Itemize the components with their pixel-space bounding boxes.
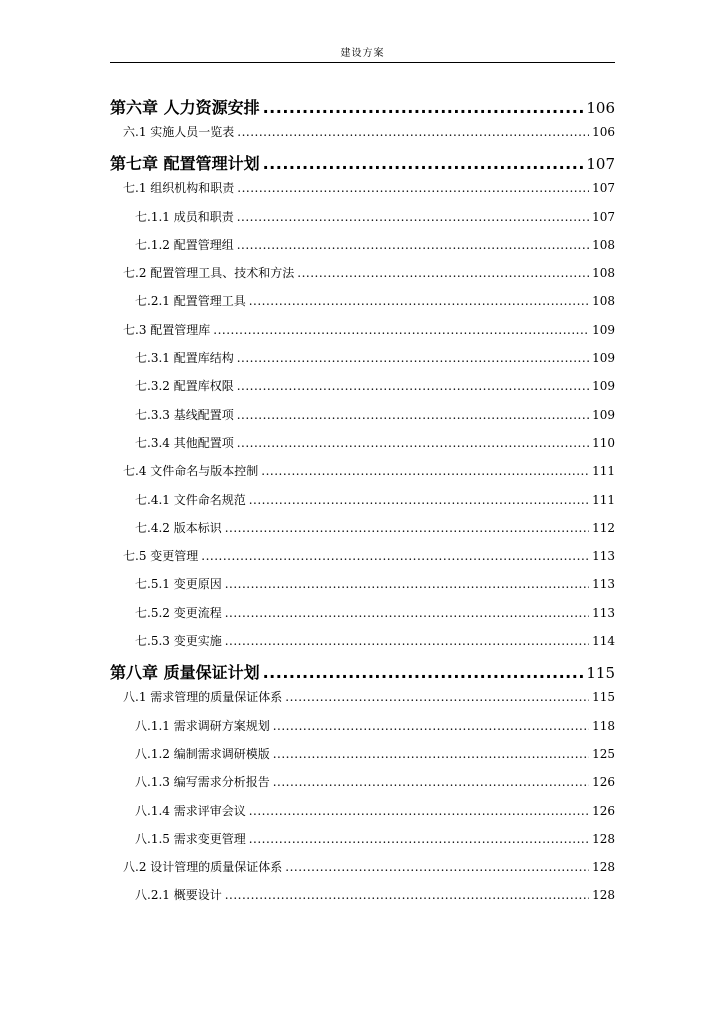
toc-subsection-entry[interactable] [110,575,615,603]
toc-leader-dots [249,493,589,507]
toc-entry-label: 七.5.1 变更原因 [135,577,222,592]
page-header: 建设方案 [340,48,385,59]
toc-entry-label: 八.1.2 编制需求调研模版 [135,746,270,761]
toc-leader-dots [263,154,584,173]
toc-entry-label: 七.4.2 版本标识 [135,520,222,535]
toc-leader-dots [225,577,589,591]
toc-page-number: 108 [592,294,615,309]
toc-subsection-entry[interactable] [110,292,615,320]
toc-leader-dots [237,210,589,224]
toc-entry-label: 八.1 需求管理的质量保证体系 [123,690,283,705]
toc-section-entry[interactable] [110,547,615,575]
toc-leader-dots [225,888,589,902]
toc-subsection-entry[interactable] [110,632,615,660]
toc-page-number: 128 [592,831,615,846]
toc-entry-label: 七.1.2 配置管理组 [135,237,234,252]
toc-chapter-entry[interactable] [110,151,615,179]
toc-page-number: 107 [592,209,615,224]
toc-entry-label: 七.3 配置管理库 [123,322,211,337]
toc-page-number: 107 [586,155,615,174]
toc-section-entry[interactable] [110,688,615,716]
toc-page-number: 125 [592,746,615,761]
toc-leader-dots [273,775,589,789]
toc-leader-dots [237,181,589,195]
toc-leader-dots [263,663,584,682]
toc-page-number: 108 [592,266,615,281]
toc-page-number: 108 [592,237,615,252]
toc-page-number: 106 [586,99,615,117]
toc-subsection-entry[interactable] [110,830,615,858]
toc-entry-label: 七.1.1 成员和职责 [135,209,234,224]
toc-section-entry[interactable] [110,123,615,151]
toc-page-number: 109 [592,407,615,422]
toc-entry-label: 第八章 质量保证计划 [110,663,260,683]
toc-page-number: 111 [592,464,615,479]
toc-chapter-entry[interactable] [110,95,615,123]
toc-leader-dots [249,832,589,846]
table-of-contents [110,95,615,915]
toc-leader-dots [225,634,589,648]
toc-page-number: 126 [592,775,615,790]
toc-subsection-entry[interactable] [110,886,615,914]
toc-leader-dots [273,719,589,733]
toc-subsection-entry[interactable] [110,519,615,547]
toc-section-entry[interactable] [110,321,615,349]
toc-subsection-entry[interactable] [110,773,615,801]
toc-section-entry[interactable] [110,462,615,490]
toc-entry-label: 第七章 配置管理计划 [110,154,260,174]
toc-leader-dots [225,521,589,535]
toc-page-number: 114 [592,634,615,649]
toc-entry-label: 七.1 组织机构和职责 [123,181,235,196]
toc-entry-label: 七.2 配置管理工具、技术和方法 [123,266,295,281]
toc-leader-dots [237,238,589,252]
toc-entry-label: 七.5.2 变更流程 [135,605,222,620]
toc-leader-dots [249,804,589,818]
toc-leader-dots [237,408,589,422]
toc-page-number: 110 [592,435,615,450]
toc-leader-dots [213,323,589,337]
toc-section-entry[interactable] [110,858,615,886]
toc-leader-dots [225,606,589,620]
toc-entry-label: 第六章 人力资源安排 [110,98,260,117]
toc-page-number: 118 [592,718,615,733]
toc-entry-label: 八.1.1 需求调研方案规划 [135,718,270,733]
header-divider [110,62,615,63]
toc-entry-label: 七.3.1 配置库结构 [135,351,234,366]
toc-leader-dots [273,747,589,761]
toc-entry-label: 八.1.3 编写需求分析报告 [135,775,270,790]
toc-leader-dots [285,860,589,874]
toc-chapter-entry[interactable] [110,660,615,688]
toc-subsection-entry[interactable] [110,349,615,377]
toc-page-number: 111 [592,492,615,507]
toc-subsection-entry[interactable] [110,604,615,632]
toc-page-number: 106 [592,125,615,139]
toc-page-number: 112 [592,520,615,535]
toc-page-number: 113 [592,605,615,620]
toc-leader-dots [263,98,584,117]
toc-entry-label: 八.2.1 概要设计 [135,888,222,903]
toc-page-number: 107 [592,181,615,196]
toc-page-number: 128 [592,860,615,875]
toc-entry-label: 七.2.1 配置管理工具 [135,294,246,309]
toc-leader-dots [297,266,589,280]
toc-subsection-entry[interactable] [110,377,615,405]
toc-page-number: 128 [592,888,615,903]
toc-leader-dots [261,464,589,478]
toc-leader-dots [201,549,589,563]
toc-leader-dots [285,690,589,704]
toc-entry-label: 八.1.5 需求变更管理 [135,831,246,846]
toc-leader-dots [237,351,589,365]
toc-leader-dots [237,436,589,450]
toc-page-number: 109 [592,351,615,366]
toc-entry-label: 八.2 设计管理的质量保证体系 [123,860,283,875]
toc-subsection-entry[interactable] [110,208,615,236]
toc-entry-label: 七.4.1 文件命名规范 [135,492,246,507]
toc-entry-label: 七.5 变更管理 [123,549,199,564]
toc-leader-dots [249,294,589,308]
toc-section-entry[interactable] [110,179,615,207]
toc-subsection-entry[interactable] [110,802,615,830]
toc-subsection-entry[interactable] [110,745,615,773]
toc-page-number: 113 [592,549,615,564]
toc-subsection-entry[interactable] [110,491,615,519]
toc-page-number: 109 [592,322,615,337]
toc-page-number: 126 [592,803,615,818]
toc-subsection-entry[interactable] [110,434,615,462]
toc-entry-label: 七.3.4 其他配置项 [135,435,234,450]
toc-entry-label: 七.3.3 基线配置项 [135,407,234,422]
toc-page-number: 109 [592,379,615,394]
toc-entry-label: 六.1 实施人员一览表 [123,125,235,139]
toc-subsection-entry[interactable] [110,236,615,264]
toc-entry-label: 七.3.2 配置库权限 [135,379,234,394]
toc-page-number: 113 [592,577,615,592]
toc-entry-label: 七.5.3 变更实施 [135,634,222,649]
toc-subsection-entry[interactable] [110,406,615,434]
toc-leader-dots [237,125,589,139]
toc-page-number: 115 [592,690,615,705]
toc-subsection-entry[interactable] [110,717,615,745]
toc-leader-dots [237,379,589,393]
toc-entry-label: 七.4 文件命名与版本控制 [123,464,259,479]
toc-entry-label: 八.1.4 需求评审会议 [135,803,246,818]
toc-section-entry[interactable] [110,264,615,292]
toc-page-number: 115 [586,664,615,683]
